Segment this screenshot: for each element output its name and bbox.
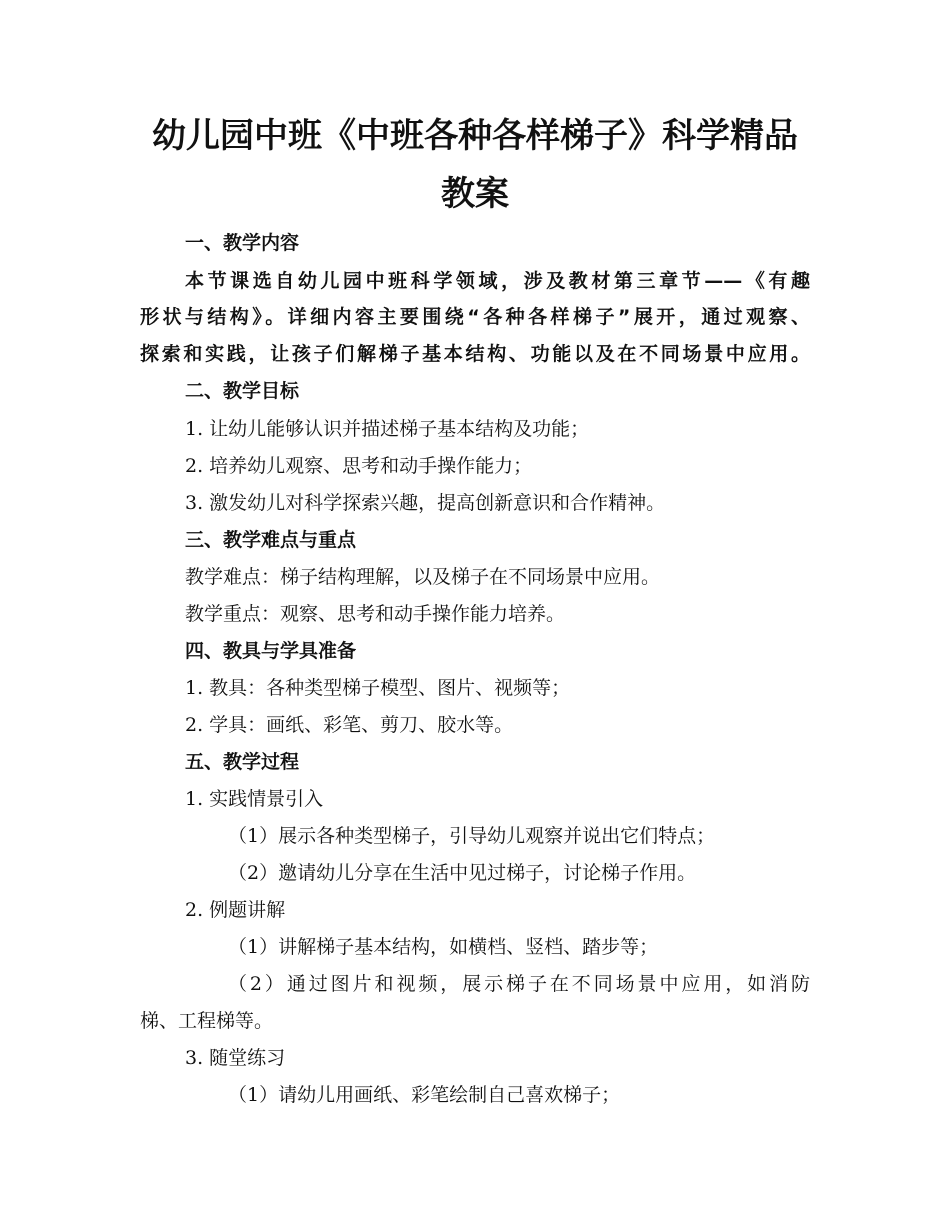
process-substep: （2）通过图片和视频，展示梯子在不同场景中应用，如消防 — [228, 973, 810, 995]
material-item: 2. 学具：画纸、彩笔、剪刀、胶水等。 — [185, 714, 514, 736]
process-step-title: 2. 例题讲解 — [185, 899, 286, 921]
objective-item: 2. 培养幼儿观察、思考和动手操作能力； — [185, 455, 533, 477]
section-heading-difficulties: 三、教学难点与重点 — [185, 529, 357, 551]
focus-text: 教学重点：观察、思考和动手操作能力培养。 — [185, 603, 566, 625]
section-heading-materials: 四、教具与学具准备 — [185, 640, 357, 662]
process-step-title: 3. 随堂练习 — [185, 1047, 286, 1069]
material-item: 1. 教具：各种类型梯子模型、图片、视频等； — [185, 677, 571, 699]
process-step-title: 1. 实践情景引入 — [185, 788, 324, 810]
process-substep: （1）请幼儿用画纸、彩笔绘制自己喜欢梯子； — [228, 1084, 621, 1106]
process-substep-continuation: 梯、工程梯等。 — [140, 1010, 274, 1032]
objective-item: 3. 激发幼儿对科学探索兴趣，提高创新意识和合作精神。 — [185, 492, 666, 514]
process-substep: （2）邀请幼儿分享在生活中见过梯子，讨论梯子作用。 — [228, 862, 697, 884]
objective-item: 1. 让幼儿能够认识并描述梯子基本结构及功能； — [185, 418, 590, 440]
process-substep: （1）展示各种类型梯子，引导幼儿观察并说出它们特点； — [228, 825, 716, 847]
doc-title-line2: 教案 — [441, 174, 509, 214]
section-heading-objectives: 二、教学目标 — [185, 380, 300, 402]
content-paragraph-line1: 本节课选自幼儿园中班科学领域，涉及教材第三章节——《有趣 — [185, 270, 810, 292]
section-heading-content: 一、教学内容 — [185, 232, 300, 254]
section-heading-process: 五、教学过程 — [185, 751, 300, 773]
difficulty-text: 教学难点：梯子结构理解，以及梯子在不同场景中应用。 — [185, 566, 661, 588]
content-paragraph-line3: 探索和实践，让孩子们解梯子基本结构、功能以及在不同场景中应用。 — [140, 343, 810, 365]
doc-title-line1: 幼儿园中班《中班各种各样梯子》科学精品 — [152, 116, 798, 156]
content-paragraph-line2: 形状与结构》。详细内容主要围绕“各种各样梯子”展开，通过观察、 — [140, 306, 810, 328]
process-substep: （1）讲解梯子基本结构，如横档、竖档、踏步等； — [228, 936, 659, 958]
